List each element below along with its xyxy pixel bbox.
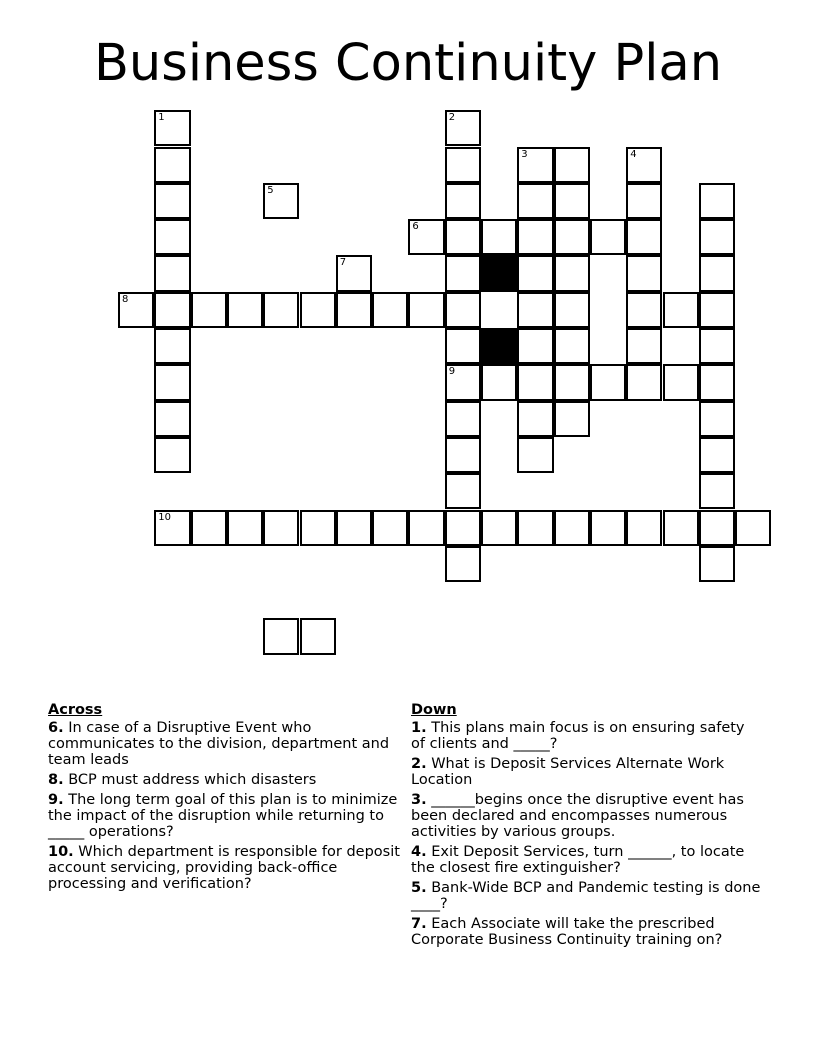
grid-cell[interactable] xyxy=(699,364,735,400)
grid-cell[interactable] xyxy=(626,510,662,546)
clue-text: Which department is responsible for deposit account servicing, providing back-office processing and verification? xyxy=(48,844,400,892)
grid-cell[interactable] xyxy=(554,510,590,546)
grid-cell[interactable] xyxy=(735,510,771,546)
clue-number-label: 10 xyxy=(158,511,172,523)
grid-cell[interactable] xyxy=(445,473,481,509)
grid-cell[interactable] xyxy=(445,255,481,291)
grid-cell[interactable] xyxy=(554,292,590,328)
grid-cell[interactable] xyxy=(626,255,662,291)
grid-block xyxy=(481,328,517,364)
grid-cell[interactable] xyxy=(699,219,735,255)
clue-number: 7. xyxy=(411,916,427,932)
grid-cell[interactable] xyxy=(154,364,190,400)
clue-number: 6. xyxy=(48,720,64,736)
grid-cell[interactable] xyxy=(554,147,590,183)
down-clues xyxy=(411,702,763,952)
down-clue xyxy=(411,916,763,948)
grid-cell[interactable] xyxy=(445,219,481,255)
grid-cell[interactable] xyxy=(300,292,336,328)
grid-cell[interactable] xyxy=(517,183,553,219)
grid-cell[interactable] xyxy=(154,219,190,255)
grid-cell[interactable] xyxy=(445,510,481,546)
page-title: Business Continuity Plan xyxy=(93,34,723,93)
clue-text: BCP must address which disasters xyxy=(68,772,317,788)
grid-cell[interactable] xyxy=(699,437,735,473)
grid-cell[interactable] xyxy=(517,147,553,183)
clue-number-label: 9 xyxy=(448,366,456,378)
grid-cell[interactable] xyxy=(517,219,553,255)
grid-cell[interactable] xyxy=(590,510,626,546)
clue-number: 4. xyxy=(411,844,427,860)
grid-cell[interactable] xyxy=(445,401,481,437)
grid-cell[interactable] xyxy=(663,364,699,400)
grid-cell[interactable] xyxy=(154,183,190,219)
grid-cell[interactable] xyxy=(336,292,372,328)
clue-number-label: 4 xyxy=(630,148,637,160)
grid-cell[interactable] xyxy=(626,328,662,364)
grid-cell[interactable] xyxy=(445,147,481,183)
grid-cell[interactable] xyxy=(554,328,590,364)
grid-cell[interactable] xyxy=(336,255,372,291)
grid-cell[interactable] xyxy=(699,546,735,582)
grid-cell[interactable] xyxy=(517,328,553,364)
grid-cell[interactable] xyxy=(626,147,662,183)
clue-number: 9. xyxy=(48,792,64,808)
grid-cell[interactable] xyxy=(699,401,735,437)
grid-cell[interactable] xyxy=(699,255,735,291)
grid-cell[interactable] xyxy=(300,618,336,654)
grid-cell[interactable] xyxy=(554,255,590,291)
grid-cell[interactable] xyxy=(699,510,735,546)
across-clue xyxy=(48,792,400,840)
clue-number: 2. xyxy=(411,756,427,772)
grid-cell[interactable] xyxy=(408,292,444,328)
grid-cell[interactable] xyxy=(554,364,590,400)
grid-cell[interactable] xyxy=(445,183,481,219)
down-clue xyxy=(411,792,763,840)
grid-cell[interactable] xyxy=(445,328,481,364)
grid-cell[interactable] xyxy=(445,546,481,582)
across-clues xyxy=(48,702,400,896)
grid-cell[interactable] xyxy=(699,328,735,364)
grid-cell[interactable] xyxy=(445,292,481,328)
clue-text: The long term goal of this plan is to minimize the impact of the disruption while returning to _____ operations? xyxy=(48,792,398,840)
down-clue xyxy=(411,756,763,788)
down-clue xyxy=(411,880,763,912)
clue-text: What is Deposit Services Alternate Work Location xyxy=(411,756,725,788)
grid-cell[interactable] xyxy=(481,219,517,255)
grid-cell[interactable] xyxy=(372,292,408,328)
grid-cell[interactable] xyxy=(154,437,190,473)
clue-number: 8. xyxy=(48,772,64,788)
grid-cell[interactable] xyxy=(626,364,662,400)
clue-number-label: 1 xyxy=(158,112,165,124)
grid-cell[interactable] xyxy=(445,364,481,400)
clue-number: 3. xyxy=(411,792,427,808)
grid-cell[interactable] xyxy=(481,364,517,400)
clue-text: ______begins once the disruptive event has been declared and encompasses numerous activities by various groups. xyxy=(411,792,744,840)
clue-number: 5. xyxy=(411,880,427,896)
grid-cell[interactable] xyxy=(699,183,735,219)
clue-text: Each Associate will take the prescribed Corporate Business Continuity training on? xyxy=(411,916,723,948)
grid-cell[interactable] xyxy=(263,292,299,328)
grid-cell[interactable] xyxy=(191,510,227,546)
grid-cell[interactable] xyxy=(554,219,590,255)
clue-text: Exit Deposit Services, turn ______, to locate the closest fire extinguisher? xyxy=(411,844,745,876)
down-clue xyxy=(411,720,763,752)
grid-cell[interactable] xyxy=(154,510,190,546)
across-clue xyxy=(48,720,400,768)
grid-cell[interactable] xyxy=(699,292,735,328)
down-clue xyxy=(411,844,763,876)
grid-cell[interactable] xyxy=(517,510,553,546)
grid-cell[interactable] xyxy=(554,183,590,219)
grid-cell[interactable] xyxy=(663,510,699,546)
clue-number-label: 3 xyxy=(521,148,528,160)
grid-cell[interactable] xyxy=(154,328,190,364)
grid-cell[interactable] xyxy=(517,255,553,291)
grid-cell[interactable] xyxy=(227,292,263,328)
grid-cell[interactable] xyxy=(445,437,481,473)
grid-cell[interactable] xyxy=(626,219,662,255)
clue-number-label: 6 xyxy=(412,221,419,233)
grid-cell[interactable] xyxy=(481,510,517,546)
grid-cell[interactable] xyxy=(227,510,263,546)
clue-number-label: 7 xyxy=(339,257,347,269)
clue-number-label: 8 xyxy=(122,293,129,305)
grid-cell[interactable] xyxy=(154,147,190,183)
clue-text: Bank-Wide BCP and Pandemic testing is done ____? xyxy=(411,880,761,912)
grid-cell[interactable] xyxy=(517,437,553,473)
grid-cell[interactable] xyxy=(372,510,408,546)
grid-cell[interactable] xyxy=(590,219,626,255)
grid-cell[interactable] xyxy=(154,401,190,437)
grid-cell[interactable] xyxy=(263,510,299,546)
clue-number-label: 2 xyxy=(448,112,456,124)
grid-cell[interactable] xyxy=(300,510,336,546)
grid-cell[interactable] xyxy=(626,292,662,328)
grid-cell[interactable] xyxy=(699,473,735,509)
grid-cell[interactable] xyxy=(408,510,444,546)
grid-cell[interactable] xyxy=(154,292,190,328)
grid-cell[interactable] xyxy=(590,364,626,400)
grid-cell[interactable] xyxy=(336,510,372,546)
grid-block xyxy=(481,255,517,291)
across-clue xyxy=(48,844,400,892)
grid-cell[interactable] xyxy=(118,292,154,328)
grid-cell[interactable] xyxy=(263,618,299,654)
grid-cell[interactable] xyxy=(517,401,553,437)
grid-cell[interactable] xyxy=(408,219,444,255)
across-heading: Across xyxy=(48,702,103,718)
grid-cell[interactable] xyxy=(517,364,553,400)
grid-cell[interactable] xyxy=(445,110,481,146)
grid-cell[interactable] xyxy=(554,401,590,437)
clue-text: This plans main focus is on ensuring safety of clients and _____? xyxy=(411,720,745,752)
grid-cell[interactable] xyxy=(517,292,553,328)
clue-number-label: 5 xyxy=(267,184,274,196)
grid-cell[interactable] xyxy=(663,292,699,328)
grid-cell[interactable] xyxy=(626,183,662,219)
clue-number: 10. xyxy=(48,844,74,860)
grid-cell[interactable] xyxy=(154,110,190,146)
grid-cell[interactable] xyxy=(154,255,190,291)
grid-cell[interactable] xyxy=(191,292,227,328)
clue-number: 1. xyxy=(411,720,427,736)
down-heading: Down xyxy=(411,702,457,718)
clue-text: In case of a Disruptive Event who communicates to the division, department and team leads xyxy=(48,720,390,768)
grid-cell[interactable] xyxy=(263,183,299,219)
across-clue xyxy=(48,772,400,788)
